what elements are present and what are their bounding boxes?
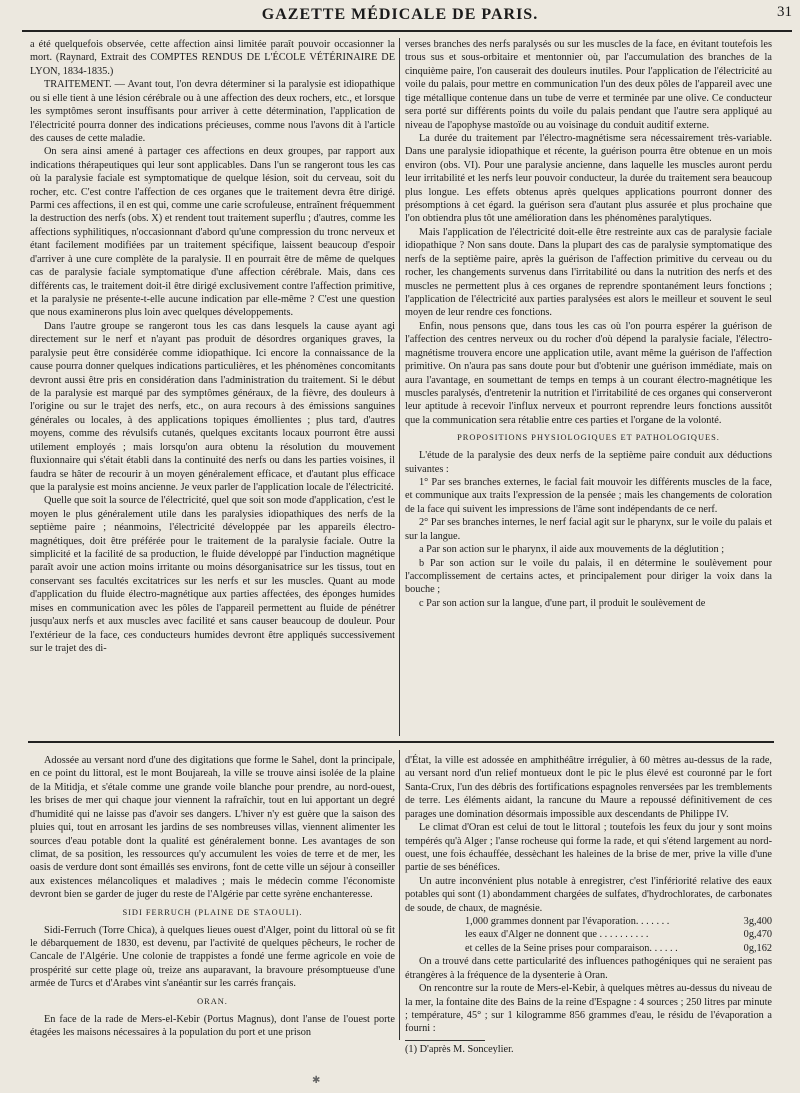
column-divider bbox=[399, 38, 400, 736]
paragraph: 2° Par ses branches internes, le nerf facial agit sur le pharynx, sur le voile du palais et sur la langue. bbox=[405, 517, 772, 542]
paragraph: On sera ainsi amené à partager ces affections en deux groupes, par rapport aux indications thérapeutiques qui leur sont applicables. Dans l'un se rangeront tous les cas où la paralysie faciale est symptomatique de quelque lésion, soit du cerveau, soit du rocher, etc. C'est contre l'affection de ces organes que le traitement devra être dirigé. Parmi ces affections, il en est qui, comme une carie scrofuleuse, entraînent fréquemment la destruction des nerfs (obs. X) et rendent tout traitement superflu ; d'autres, comme les affections syphilitiques, n'occasionnant d'abord qu'une compression du tronc nerveux et étant facilement modifiées par un traitement spécifique, laissent beaucoup d'espoir d'arriver à une cure complète de la paralysie. Il en pourrait être de même de quelques cas de paralysie faciale symptomatique d'une affection cérébrale. Mais, dans ces différents cas, le traitement doit-il être dirigé exclusivement contre l'affection primitive, et la paralysie ne présente-t-elle aucune indication par elle-même ? C'est une question que nous examinerons plus loin avec quelques développements. bbox=[30, 146, 395, 319]
paragraph: Adossée au versant nord d'une des digitations que forme le Sahel, dont la principale, en ce point du littoral, est le mont Boujareah, la ville se trouve ainsi isolée de la plaine de la Mitidja, et s'étale comme une grande voile blanche pour prendre, au nord-ouest, les brises de mer qui chaque jour viennent la rafraîchir, tout en lui apportant un degré d'humidité qui ne laisse pas d'avoir ses dangers. L'hiver n'y est guère que la saison des pluies qui, tout en arrosant les jardins de ses nombreuses villas, viennent alimenter les sources d'eau potable dont la qualité est généralement bonne. Les avantages de son climat, de sa position, les ressources qu'y accumulent les voies de terre et de mer, les oasis de verdure dont sont émaillés ses environs, font de cette ville un séjour à conseiller aux existences mélancoliques et maladives ; mais le médecin comme l'économiste devront bien se garder de juger du reste de l'Algérie par cette syrène enchanteresse. bbox=[30, 755, 395, 901]
paragraph: L'étude de la paralysie des deux nerfs de la septième paire conduit aux déductions suivantes : bbox=[405, 450, 772, 475]
table-cell-value: 0g,470 bbox=[743, 929, 772, 941]
page-header-title: GAZETTE MÉDICALE DE PARIS. bbox=[261, 6, 539, 23]
paragraph: 1° Par ses branches externes, le facial fait mouvoir les différents muscles de la face, et communique aux traits l'expression de la pensée ; mais les changements de coloration de la face qui suivent les impressions de l'âme sont indépendants de ce nerf. bbox=[405, 477, 772, 515]
paragraph: On rencontre sur la route de Mers-el-Kebir, à quelques mètres au-dessus du niveau de la mer, la fontaine dite des Bains de la reine d'Espagne : 4 sources ; 250 litres par minute ; température, 45° ; sur 1 kilogramme 856 grammes d'eau, le résidu de l'évaporation a fourni : bbox=[405, 983, 772, 1035]
paragraph: La durée du traitement par l'électro-magnétisme sera nécessairement très-variable. Dans une paralysie idiopathique et récente, la guérison pourra être obtenue en un mois environ (obs. VI). Pour une paralysie ancienne, dans laquelle les muscles auront perdu leur irritabilité et les nerfs leur pouvoir conducteur, la durée du traitement sera beaucoup plus longue. Les effets obtenus après quelques applications pourront donner des présomptions à cet égard. la guérison sera d'autant plus assurée et plus prochaine que l'on obtiendra plus tôt une amélioration dans les phénomènes paralytiques. bbox=[405, 132, 772, 225]
article-column-top-left bbox=[30, 38, 395, 738]
paragraph: c Par son action sur la langue, d'une part, il produit le soulèvement de bbox=[419, 597, 706, 609]
paragraph: TRAITEMENT. — Avant tout, l'on devra déterminer si la paralysie est idiopathique ou si elle tient à une lésion cérébrale ou à une affection des deux rochers, etc., et lorsque les symptômes seront insuffisants pour arriver à cette détermination, l'application de l'électricité pourra donner des indications précieuses, comme nous l'avons dit à l'article des causes de cette maladie. bbox=[30, 79, 395, 144]
page-number: 31 bbox=[777, 4, 792, 20]
paragraph: a été quelquefois observée, cette affection ainsi limitée paraît pouvoir occasionner la mort. (Raynard, Extrait des COMPTES RENDUS DE L'ÉCOLE VÉTÉRINAIRE DE LYON, 1834-1835.) bbox=[30, 39, 395, 77]
article-column-top-right bbox=[405, 38, 772, 738]
paragraph: Le climat d'Oran est celui de tout le littoral ; toutefois les feux du jour y sont moins tempérés qu'à Alger ; l'anse rocheuse qui forme la rade, et qui s'étend largement au nord-ouest, une fois échauffée, dessèchant les haleines de la brise de mer, prive la ville d'une partie de ses bénéfices. bbox=[405, 822, 772, 874]
section-heading: ORAN. bbox=[197, 996, 228, 1006]
header-rule bbox=[22, 30, 792, 32]
paragraph: b Par son action sur le voile du palais, il en détermine le soulèvement pour l'accomplissement de certains actes, et principalement pour diriger la voix dans la bouche ; bbox=[405, 557, 772, 596]
paragraph: Enfin, nous pensons que, dans tous les cas où l'on pourra espérer la guérison de l'affection des centres nerveux ou du rocher d'où dépend la paralysie faciale, l'électro-magnétisme trouvera encore une application utile, avant même la guérison de l'affection primitive. On n'aura pas sans doute pour but d'obtenir une guérison immédiate, mais on aura l'avantage, en soumettant de temps en temps à un courant électro-magnétique les muscles paralysés, d'entretenir la nutrition et l'irritabilité de ces organes qui conserveront leur aptitude à recevoir l'influx nerveux et pourront reprendre leurs fonctions aussitôt que la communication sera rétablie entre ces parties et l'organe de la volonté. bbox=[405, 320, 772, 426]
paragraph: Quelle que soit la source de l'électricité, quel que soit son mode d'application, c'est le moyen le plus généralement utile dans les paralysies idiopathiques des nerfs de la septième paire ; néanmoins, l'électricité développée par les appareils électro-magnétiques, doit être préférée pour le traitement de la paralysie faciale. Outre la simplicité et la facilité de sa production, le fluide développé par l'induction magnétique paraît avoir une action moins irritante ou moins désorganisatrice sur les tissus, tout en conservant ses facultés excitatrices sur les nerfs et sur les muscles. Quant au mode d'application du fluide électro-magnétique aux parties affectées, des éponges humides mises en communication avec les pôles de l'appareil permettent au fluide de pénétrer jusqu'aux nerfs et aux muscles avec facilité et sans causer beaucoup de douleur. Pour l'extérieur de la face, ces conducteurs humides devront être appliqués successivement sur le trajet des di- bbox=[30, 495, 395, 654]
section-rule bbox=[28, 741, 774, 743]
table-cell-value: 3g,400 bbox=[743, 916, 772, 928]
table-cell-label: 1,000 grammes donnent par l'évaporation. . . . . . . bbox=[465, 916, 670, 928]
paragraph: Un autre inconvénient plus notable à enregistrer, c'est l'infériorité relative des eaux potables qui sont (1) abondamment chargées de sulfates, d'hydrochlorates, de carbonates de soude, de chaux, de magnésie. bbox=[405, 875, 772, 914]
table-row bbox=[405, 915, 772, 928]
paragraph: d'État, la ville est adossée en amphithéâtre irrégulier, à 60 mètres au-dessus de la rade, au versant nord d'un relief montueux dont le pic le plus élevé est couronné par le fort Santa-Crux, l'un des débris des fortifications espagnoles renversées par les tremblements de terre. Les éléments aidant, la rancune du Maure a repoussé définitivement de ces parages une domination désormais impossible aux descendants de Philippe IV. bbox=[405, 755, 772, 820]
paragraph: En face de la rade de Mers-el-Kebir (Portus Magnus), dont l'anse de l'ouest porte étagées les maisons nécessaires à la population du port et une prison bbox=[30, 1013, 395, 1039]
footnote: (1) D'après M. Sonceylier. bbox=[405, 1043, 514, 1054]
paragraph: Sidi-Ferruch (Torre Chica), à quelques lieues ouest d'Alger, point du littoral où se fit le débarquement de 1830, est devenu, par l'activité de quelques pêcheurs, le rocher de Cancale de l'Algérie. Une colonie de trappistes a fondé une ferme agricole en voie de prospérité sur cette plage où, treize ans auparavant, la bravoure présomptueuse d'une armée de Turcs et d'Arabes vint s'anéantir sur les carrés français. bbox=[30, 924, 395, 990]
feuilleton-column-right bbox=[405, 754, 772, 1054]
paragraph: verses branches des nerfs paralysés ou sur les muscles de la face, en évitant toutefois les trous sus et sous-orbitaire et mentonnier où, par l'accumulation des branches de la cinquième paire, l'on causerait des douleurs inutiles. Pour l'application de l'électricité au voile du palais, pour mettre en communication l'un des deux pôles de l'appareil avec une tige métallique contenue dans un tube de verre et terminée par une olive. Ce conducteur sera porté sur différents points du voile du palais pendant que l'autre sera appliqué au niveau de l'apophyse mastoïde ou au voisinage du conduit auditif externe. bbox=[405, 39, 772, 131]
table-row bbox=[405, 942, 772, 955]
table-cell-value: 0g,162 bbox=[743, 942, 772, 954]
feuilleton-column-left bbox=[30, 754, 395, 1054]
paragraph: Dans l'autre groupe se rangeront tous les cas dans lesquels la cause ayant agi directement sur le nerf et n'ayant pas produit de désordres organiques graves, la paralysie peut être considérée comme idiopathique. Ici encore la connaissance de la cause pourra donner quelques indications particulières, et les phénomènes concomitants devront aussi être pris en considération dans l'administration du traitement. Si le début de la paralysie est marqué par des symptômes généraux, de la fièvre, des douleurs à l'origine ou sur le trajet des nerfs, etc., on aura recours à des émissions sanguines générales ou locales, à des applications topiques émollientes ; plus tard, d'autres moyens, comme des révulsifs cutanés, quelques excitants locaux pourront être aussi utilement employés ; mais lorsqu'on aura obtenu la résolution du mouvement fluxionnaire qui s'était établi dans la continuité des nerfs ou dans les parties voisines, il faudra se hâter de recourir à un moyen généralement efficace, et d'autant plus efficace que la paralysie est moins ancienne. Je veux parler de l'application locale de l'électricité. bbox=[30, 320, 395, 493]
paragraph: On a trouvé dans cette particularité des influences pathogéniques qui ne seraient pas étrangères à la fréquence de la dysenterie à Oran. bbox=[405, 956, 772, 981]
residue-table bbox=[405, 915, 772, 955]
table-row bbox=[405, 928, 772, 941]
paragraph: Mais l'application de l'électricité doit-elle être restreinte aux cas de paralysie faciale idiopathique ? Non sans doute. Dans la plupart des cas de paralysie symptomatique des nerfs de la septième paire, après la guérison de l'affection primitive du cerveau ou du rocher, les changements survenus dans l'irritabilité ou dans la nutrition des nerfs et des muscles ne permettent plus à ces organes de reprendre spontanément leurs fonctions ; l'application de l'électricité aux parties paralysées est alors le meilleur et souvent le seul moyen de leur rendre ces fonctions. bbox=[405, 226, 772, 319]
table-cell-label: les eaux d'Alger ne donnent que . . . . . . . . . . bbox=[465, 929, 649, 941]
print-smudge: ✱ bbox=[312, 1075, 321, 1086]
paragraph: a Par son action sur le pharynx, il aide aux mouvements de la déglutition ; bbox=[419, 544, 725, 556]
section-heading: SIDI FERRUCH (PLAINE DE STAOULI). bbox=[122, 907, 303, 917]
section-heading: PROPOSITIONS PHYSIOLOGIQUES ET PATHOLOGIQUES. bbox=[457, 433, 720, 443]
footnote-rule bbox=[405, 1040, 485, 1041]
column-divider bbox=[399, 750, 400, 1040]
table-cell-label: et celles de la Seine prises pour comparaison. . . . . . bbox=[465, 942, 678, 954]
